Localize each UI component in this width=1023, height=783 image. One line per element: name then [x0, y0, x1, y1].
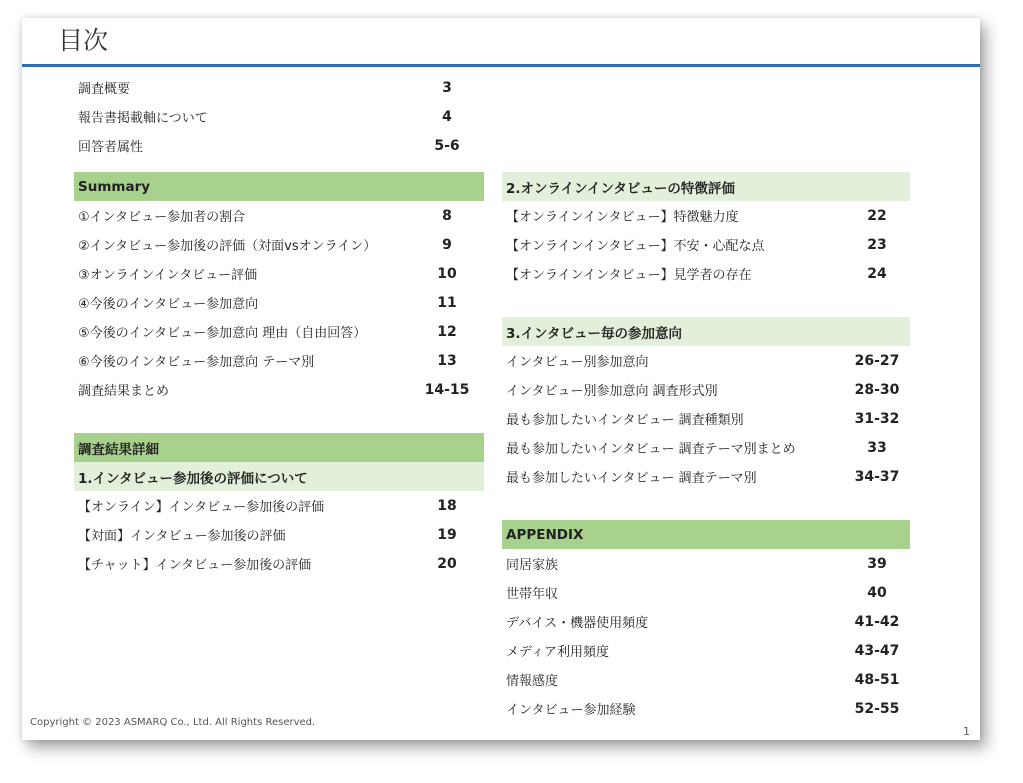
toc-entry-page: 18: [437, 497, 457, 514]
toc-entry[interactable]: [74, 491, 484, 520]
slide: [22, 18, 980, 740]
toc-entry-label: ⑥今後のインタビュー参加意向 テーマ別: [78, 355, 315, 370]
toc-entry[interactable]: [502, 462, 910, 491]
toc-entry-label: 情報感度: [506, 674, 559, 689]
appendix-heading: APPENDIX: [502, 520, 910, 549]
toc-entry-page: 13: [437, 352, 457, 369]
toc-entry-label: 【オンラインインタビュー】特徴魅力度: [506, 210, 739, 225]
toc-entry-label: 最も参加したいインタビュー 調査テーマ別まとめ: [506, 442, 796, 457]
toc-entry-page: 20: [437, 555, 457, 572]
toc-entry-label: 【オンライン】インタビュー参加後の評価: [78, 500, 325, 515]
toc-entry-page: 33: [867, 439, 887, 456]
toc-entry[interactable]: [502, 230, 910, 259]
toc-entry[interactable]: [74, 259, 484, 288]
toc-entry-page: 12: [437, 323, 457, 340]
toc-entry[interactable]: [74, 201, 484, 230]
toc-entry-page: 43-47: [854, 642, 900, 659]
section-heading: 2.オンラインインタビューの特徴評価: [502, 172, 910, 201]
toc-entry[interactable]: [502, 259, 910, 288]
toc-entry-page: 22: [867, 207, 887, 224]
toc-entry[interactable]: [502, 404, 910, 433]
toc-entry-label: メディア利用頻度: [506, 645, 609, 660]
toc-entry[interactable]: [74, 520, 484, 549]
toc-entry-label: 【チャット】インタビュー参加後の評価: [78, 558, 312, 573]
section-heading: 1.インタビュー参加後の評価について: [74, 462, 484, 491]
toc-entry-page: 3: [442, 79, 452, 96]
toc-entry-label: 調査概要: [78, 82, 131, 97]
toc-entry[interactable]: [502, 375, 910, 404]
toc-entry-label: 世帯年収: [506, 587, 559, 602]
toc-entry-page: 24: [867, 265, 887, 282]
toc-entry-page: 9: [442, 236, 452, 253]
toc-entry-label: 最も参加したいインタビュー 調査種類別: [506, 413, 744, 428]
toc-entry-label: 同居家族: [506, 558, 559, 573]
toc-entry[interactable]: [502, 694, 910, 723]
details-heading: 調査結果詳細: [74, 433, 484, 462]
toc-entry-page: 23: [867, 236, 887, 253]
toc-entry[interactable]: [74, 375, 484, 404]
toc-entry-label: インタビュー別参加意向: [506, 355, 649, 370]
toc-entry[interactable]: [74, 288, 484, 317]
toc-entry-label: ⑤今後のインタビュー参加意向 理由（自由回答）: [78, 326, 367, 341]
toc-entry[interactable]: [74, 230, 484, 259]
toc-entry-page: 34-37: [854, 468, 900, 485]
toc-entry-page: 52-55: [854, 700, 900, 717]
toc-entry[interactable]: [502, 346, 910, 375]
toc-entry-label: ②インタビュー参加後の評価（対面vsオンライン）: [78, 239, 377, 254]
toc-entry-label: ③オンラインインタビュー評価: [78, 268, 258, 283]
toc-entry-label: デバイス・機器使用頻度: [506, 616, 649, 631]
toc-entry-page: 8: [442, 207, 452, 224]
toc-entry-label: 報告書掲載軸について: [78, 111, 208, 126]
toc-entry[interactable]: [74, 317, 484, 346]
toc-entry-page: 48-51: [854, 671, 900, 688]
toc-entry[interactable]: [74, 131, 484, 160]
toc-entry-page: 39: [867, 555, 887, 572]
toc-entry[interactable]: [502, 578, 910, 607]
toc-entry[interactable]: [74, 346, 484, 375]
page-number: 1: [963, 725, 970, 738]
toc-entry-label: 調査結果まとめ: [78, 384, 170, 399]
toc-entry-page: 31-32: [854, 410, 900, 427]
toc-entry[interactable]: [74, 549, 484, 578]
toc-entry[interactable]: [502, 636, 910, 665]
toc-entry-label: 【オンラインインタビュー】不安・心配な点: [506, 239, 765, 254]
toc-entry[interactable]: [502, 665, 910, 694]
toc-entry[interactable]: [502, 607, 910, 636]
toc-entry-page: 41-42: [854, 613, 900, 630]
toc-entry-label: インタビュー参加経験: [506, 703, 636, 718]
toc-entry-page: 10: [437, 265, 457, 282]
toc-entry-label: 【オンラインインタビュー】見学者の存在: [506, 268, 752, 283]
toc-entry[interactable]: [502, 549, 910, 578]
toc-entry[interactable]: [74, 73, 484, 102]
title-divider: [22, 64, 980, 67]
copyright-notice: Copyright © 2023 ASMARQ Co., Ltd. All Rights Reserved.: [30, 717, 316, 728]
toc-entry-page: 19: [437, 526, 457, 543]
page-title: 目次: [58, 26, 109, 55]
toc-entry-page: 4: [442, 108, 452, 125]
toc-entry-label: ④今後のインタビュー参加意向: [78, 297, 259, 312]
toc-entry-label: 最も参加したいインタビュー 調査テーマ別: [506, 471, 757, 486]
toc-entry-page: 40: [867, 584, 887, 601]
toc-entry[interactable]: [74, 102, 484, 131]
toc-entry-page: 5-6: [434, 137, 460, 154]
toc-entry-page: 11: [437, 294, 457, 311]
toc-entry-page: 28-30: [854, 381, 900, 398]
toc-entry-label: ①インタビュー参加者の割合: [78, 210, 246, 225]
toc-entry-label: 回答者属性: [78, 140, 144, 155]
toc-entry-label: インタビュー別参加意向 調査形式別: [506, 384, 718, 399]
toc-entry-page: 26-27: [854, 352, 900, 369]
toc-entry-label: 【対面】インタビュー参加後の評価: [78, 529, 286, 544]
toc-entry[interactable]: [502, 433, 910, 462]
toc-entry-page: 14-15: [424, 381, 470, 398]
section-heading: 3.インタビュー毎の参加意向: [502, 317, 910, 346]
toc-entry[interactable]: [502, 201, 910, 230]
summary-heading: Summary: [74, 172, 484, 201]
